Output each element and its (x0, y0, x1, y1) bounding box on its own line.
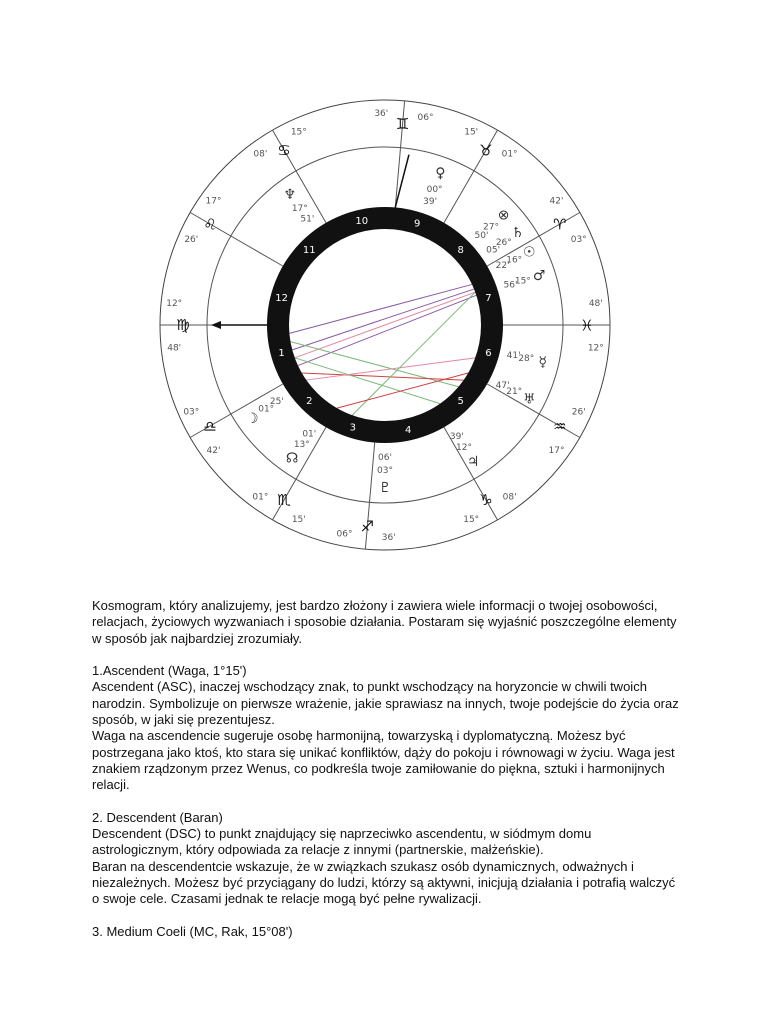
planet-minute: 06' (378, 453, 392, 464)
cusp-sign-icon: ♉ (479, 141, 493, 160)
planet-minute: 41' (506, 350, 521, 361)
house-number: 12 (275, 292, 288, 304)
cusp-degree: 01° (501, 149, 518, 160)
ascendent-paragraph-1: Ascendent (ASC), inaczej wschodzący znak, to punkt wschodzący na horyzoncie w chwili twoich narodzin. Symbolizuje on pierwsze wrażenie, jakie sprawiasz na innych, twoje podejście do życia oraz sposób, w jaki się prezentujesz. (92, 679, 679, 728)
planet-icon: ☿ (538, 354, 548, 371)
cusp-minute: 26' (184, 234, 199, 245)
ascendant-arrowhead (211, 321, 221, 329)
planet-icon: ♂ (532, 267, 546, 284)
cusp-minute: 15' (464, 127, 479, 138)
cusp-minute: 15' (291, 514, 306, 525)
cusp-degree: 03° (570, 234, 587, 245)
planet-icon: ☽ (246, 410, 259, 427)
cusp-degree: 01° (252, 492, 269, 503)
cusp-sign-icon: ♏ (277, 491, 291, 510)
planet-icon: ♇ (378, 479, 392, 496)
house-number: 8 (457, 244, 464, 256)
aspect-line (292, 289, 474, 350)
planet-minute: 25' (269, 396, 284, 407)
cusp-minute: 26' (571, 407, 586, 418)
cusp-sign-icon: ♑ (479, 491, 493, 510)
cusp-degree: 15° (463, 514, 480, 525)
section-heading-descendent: 2. Descendent (Baran) (92, 809, 223, 825)
planet-minute: 39' (449, 431, 464, 442)
planet-degree: 27° (483, 222, 499, 233)
planet-degree: 16° (506, 255, 523, 266)
section-heading-mc: 3. Medium Coeli (MC, Rak, 15°08') (92, 923, 293, 939)
cusp-sign-icon: ♌ (203, 215, 217, 234)
planet-minute: 39' (423, 197, 438, 208)
cusp-sign-icon: ♒ (553, 417, 567, 436)
cusp-sign-icon: ♊ (395, 115, 410, 133)
planet-degree: 01° (258, 404, 275, 415)
house-number: 4 (405, 425, 412, 436)
planet-minute: 22' (495, 261, 510, 272)
house-number: 5 (457, 396, 464, 408)
planet-degree: 13° (293, 439, 310, 450)
cusp-degree: 12° (166, 299, 183, 309)
planet-degree: 21° (506, 387, 523, 397)
section-heading-ascendent: 1.Ascendent (Waga, 1°15') (92, 663, 247, 679)
cusp-sign-icon: ♈ (553, 215, 567, 234)
planet-icon: ♄ (511, 225, 524, 241)
house-number: 11 (302, 244, 316, 256)
cusp-sign-icon: ♋ (277, 141, 291, 160)
house-number: 1 (278, 348, 285, 360)
planet-minute: 51' (300, 214, 315, 225)
ascendent-paragraph-2: Waga na ascendencie sugeruje osobę harmonijną, towarzyską i dyplomatyczną. Możesz być postrzegana jako ktoś, kto stara się unikać konfliktów, dąży do pokoju i równowagi w życiu. Waga jest znakiem rządzonym przez Wenus, co podkreśla twoje zamiłowanie do piękna, sztuki i harmonijnych relacji. (92, 728, 675, 793)
cusp-minute: 48' (167, 343, 182, 354)
planet-icon: ☊ (285, 450, 299, 467)
planet-icon: ♃ (466, 453, 480, 470)
planet-minute: 50' (474, 231, 489, 242)
cusp-minute: 36' (374, 109, 389, 120)
planet-minute: 01' (302, 429, 317, 440)
intro-paragraph: Kosmogram, który analizujemy, jest bardzo złożony i zawiera wiele informacji o twojej osobowości, relacjach, życiowych wyzwaniach i sposobie działania. Postaram się wyjaśnić poszczególne elementy w sposób jak najbardziej zrozumiały. (92, 598, 677, 646)
aspect-line (298, 295, 476, 365)
natal-chart (130, 90, 630, 560)
planet-minute: 47' (495, 381, 510, 392)
article-body (92, 598, 682, 940)
planet-icon: ☉ (523, 244, 536, 261)
cusp-sign-icon: ♍ (176, 316, 190, 335)
descendent-paragraph-1: Descendent (DSC) to punkt znajdujący się naprzeciwko ascendentu, w siódmym domu astrologicznym, który odpowiada za relacje z innymi (partnerskie, małżeńskie). (92, 826, 592, 858)
descendent-paragraph-2: Baran na descendentcie wskazuje, że w związkach szukasz osób dynamicznych, odważnych i niezależnych. Możesz być przyciągany do ludzi, którzy są aktywni, inicjują działania i potrafią walczyć o swoje cele. Czasami jednak te relacje mogą być pełne rywalizacji. (92, 858, 676, 907)
house-number: 9 (414, 218, 421, 230)
cusp-degree: 15° (290, 127, 307, 138)
cusp-minute: 42' (549, 196, 564, 207)
aspect-line (302, 373, 464, 380)
planet-degree: 03° (377, 466, 393, 477)
planet-icon: ⊗ (497, 207, 510, 224)
cusp-sign-icon: ♎ (203, 417, 217, 436)
cusp-minute: 42' (206, 445, 221, 456)
planet-degree: 26° (495, 238, 512, 248)
cusp-minute: 08' (253, 149, 268, 160)
planet-degree: 28° (518, 353, 535, 364)
cusp-sign-icon: ♓ (580, 316, 594, 335)
cusp-sign-icon: ♐ (360, 517, 375, 536)
planet-minute: 56' (503, 280, 518, 291)
planet-degree: 17° (291, 203, 308, 214)
cusp-degree: 03° (183, 407, 200, 418)
house-number: 7 (485, 292, 492, 304)
house-number: 10 (355, 216, 369, 227)
planet-icon: ♀ (435, 165, 446, 182)
chart-labels (166, 109, 604, 543)
house-number: 6 (485, 348, 492, 360)
planet-minute: 05' (486, 245, 501, 256)
planet-degree: 15° (514, 276, 531, 287)
cusp-degree: 12° (587, 343, 604, 354)
planet-degree: 00° (426, 184, 443, 195)
house-number: 2 (306, 396, 313, 408)
planet-degree: 12° (456, 442, 472, 453)
cusp-degree: 06° (336, 529, 353, 540)
cusp-minute: 08' (502, 492, 517, 503)
aspect-line (289, 284, 472, 333)
planet-icon: ♆ (283, 186, 297, 203)
cusp-degree: 17° (548, 445, 565, 456)
cusp-minute: 48' (588, 299, 603, 309)
house-number: 3 (349, 422, 356, 434)
cusp-degree: 06° (417, 113, 434, 123)
planet-icon: ♅ (523, 391, 536, 408)
cusp-minute: 36' (381, 533, 396, 544)
cusp-degree: 17° (205, 196, 222, 207)
